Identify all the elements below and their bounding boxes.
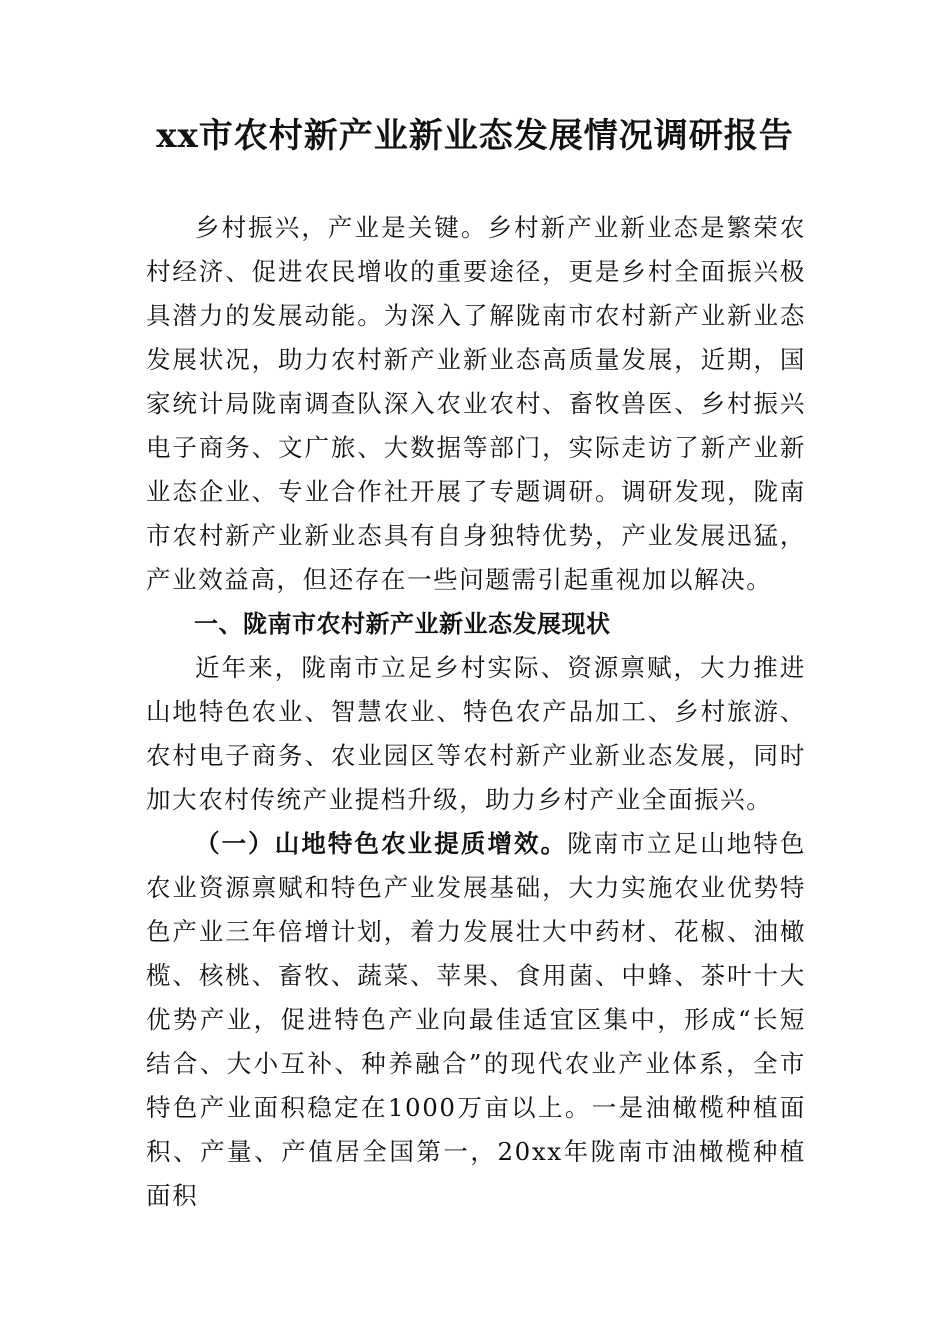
document-body (146, 206, 806, 1218)
section-intro-paragraph: 近年来，陇南市立足乡村实际、资源禀赋，大力推进山地特色农业、智慧农业、特色农产品加工、乡村旅游、农村电子商务、农业园区等农村新产业新业态发展，同时加大农村传统产业提档升级，助力乡村产业全面振兴。 (146, 653, 806, 814)
intro-paragraph: 乡村振兴，产业是关键。乡村新产业新业态是繁荣农村经济、促进农民增收的重要途径，更是乡村全面振兴极具潜力的发展动能。为深入了解陇南市农村新产业新业态发展状况，助力农村新产业新业态高质量发展，近期，国家统计局陇南调查队深入农业农村、畜牧兽医、乡村振兴电子商务、文广旅、大数据等部门，实际走访了新产业新业态企业、专业合作社开展了专题调研。调研发现，陇南市农村新产业新业态具有自身独特优势，产业发展迅猛，产业效益高，但还存在一些问题需引起重视加以解决。 (146, 213, 806, 594)
document-title: xx市农村新产业新业态发展情况调研报告 (156, 116, 794, 156)
subsection-lead: （一）山地特色农业提质增效。 (195, 829, 568, 858)
subsection-text: 陇南市立足山地特色农业资源禀赋和特色产业发展基础，大力实施农业优势特色产业三年倍增计划，着力发展壮大中药材、花椒、油橄榄、核桃、畜牧、蔬菜、苹果、食用菌、中蜂、茶叶十大优势产业，促进特色产业向最佳适宜区集中，形成“长短结合、大小互补、种养融合”的现代农业产业体系，全市特色产业面积稳定在1000万亩以上。一是油橄榄种植面积、产量、产值居全国第一，20xx年陇南市油橄榄种植面积 (146, 829, 806, 1210)
section-heading: 一、陇南市农村新产业新业态发展现状 (194, 610, 611, 638)
subsection-paragraph (146, 822, 806, 1218)
